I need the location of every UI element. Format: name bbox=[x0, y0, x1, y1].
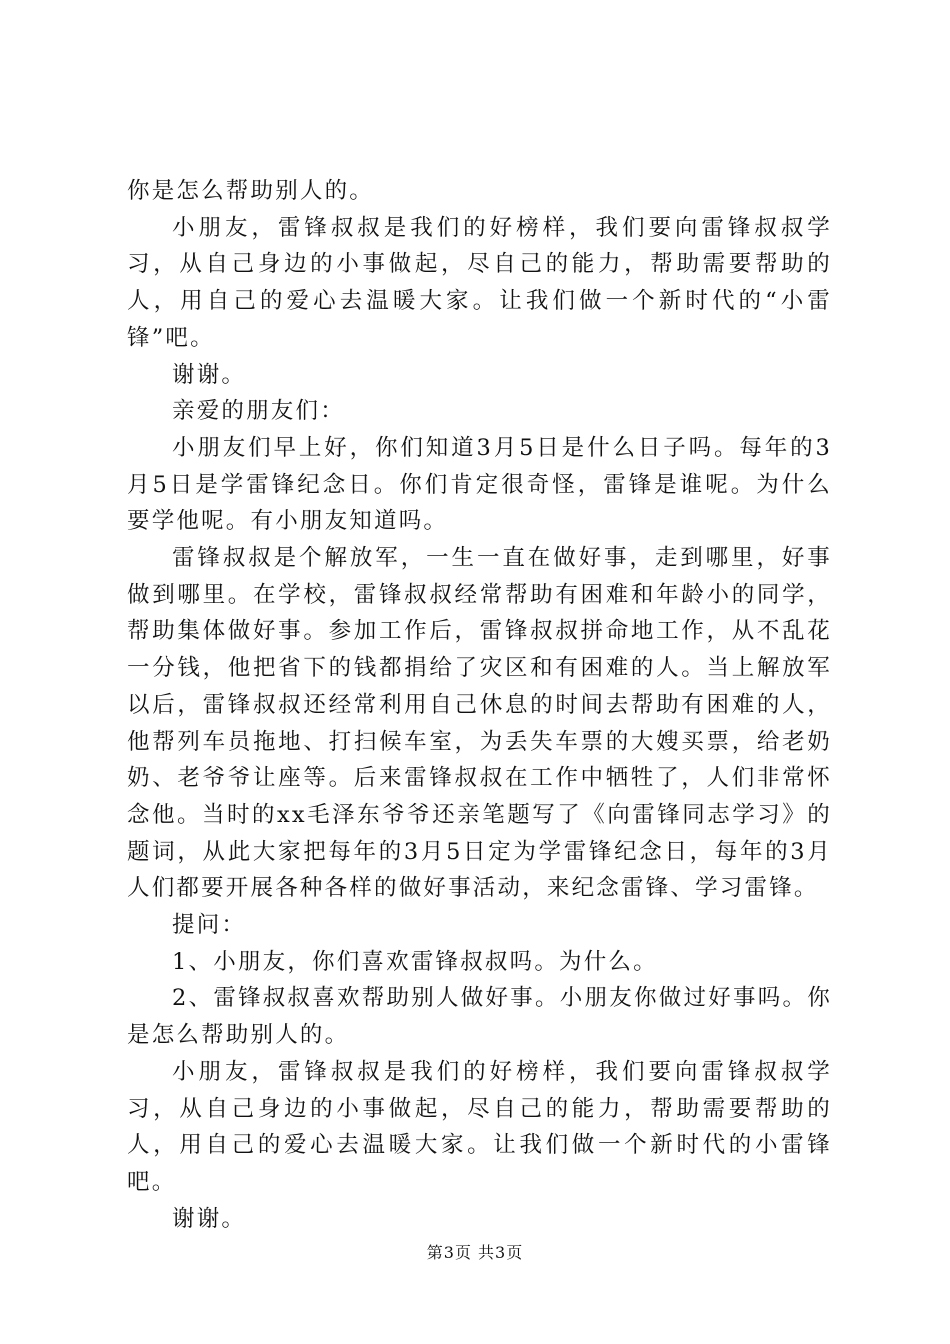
paragraph-8: 1、小朋友，你们喜欢雷锋叔叔吗。为什么。 bbox=[172, 948, 658, 975]
paragraph-10: 小朋友，雷锋叔叔是我们的好榜样，我们要向雷锋叔叔学习，从自己身边的小事做起，尽自己的能力，帮助需要帮助的人，用自己的爱心去温暖大家。让我们做一个新时代的小雷锋吧。 bbox=[127, 1058, 832, 1195]
paragraph-4: 亲爱的朋友们： bbox=[172, 398, 345, 425]
paragraph-7: 提问： bbox=[172, 912, 247, 939]
paragraph-2: 小朋友，雷锋叔叔是我们的好榜样，我们要向雷锋叔叔学习，从自己身边的小事做起，尽自己的能力，帮助需要帮助的人，用自己的爱心去温暖大家。让我们做一个新时代的“小雷锋”吧。 bbox=[127, 214, 832, 351]
paragraph-6: 雷锋叔叔是个解放军，一生一直在做好事，走到哪里，好事做到哪里。在学校，雷锋叔叔经常帮助有困难和年龄小的同学，帮助集体做好事。参加工作后，雷锋叔叔拼命地工作，从不乱花一分钱，他把省下的钱都捐给了灾区和有困难的人。当上解放军以后，雷锋叔叔还经常利用自己休息的时间去帮助有困难的人，他帮列车员拖地、打扫候车室，为丢失车票的大嫂买票，给老奶奶、老爷爷让座等。后来雷锋叔叔在工作中牺牲了，人们非常怀念他。当时的xx毛泽东爷爷还亲笔题写了《向雷锋同志学习》的题词，从此大家把每年的3月5日定为学雷锋纪念日，每年的3月人们都要开展各种各样的做好事活动，来纪念雷锋、学习雷锋。 bbox=[127, 545, 832, 902]
paragraph-3: 谢谢。 bbox=[172, 361, 247, 388]
paragraph-5: 小朋友们早上好，你们知道3月5日是什么日子吗。每年的3月5日是学雷锋纪念日。你们肯定很奇怪，雷锋是谁呢。为什么要学他呢。有小朋友知道吗。 bbox=[127, 434, 832, 535]
paragraph-1: 你是怎么帮助别人的。 bbox=[127, 178, 375, 204]
paragraph-11: 谢谢。 bbox=[172, 1205, 247, 1232]
paragraph-9: 2、雷锋叔叔喜欢帮助别人做好事。小朋友你做过好事吗。你是怎么帮助别人的。 bbox=[127, 985, 832, 1049]
page-footer bbox=[0, 1242, 950, 1264]
document-body bbox=[127, 173, 832, 1237]
page-number-label: 第3页 共3页 bbox=[426, 1243, 524, 1262]
